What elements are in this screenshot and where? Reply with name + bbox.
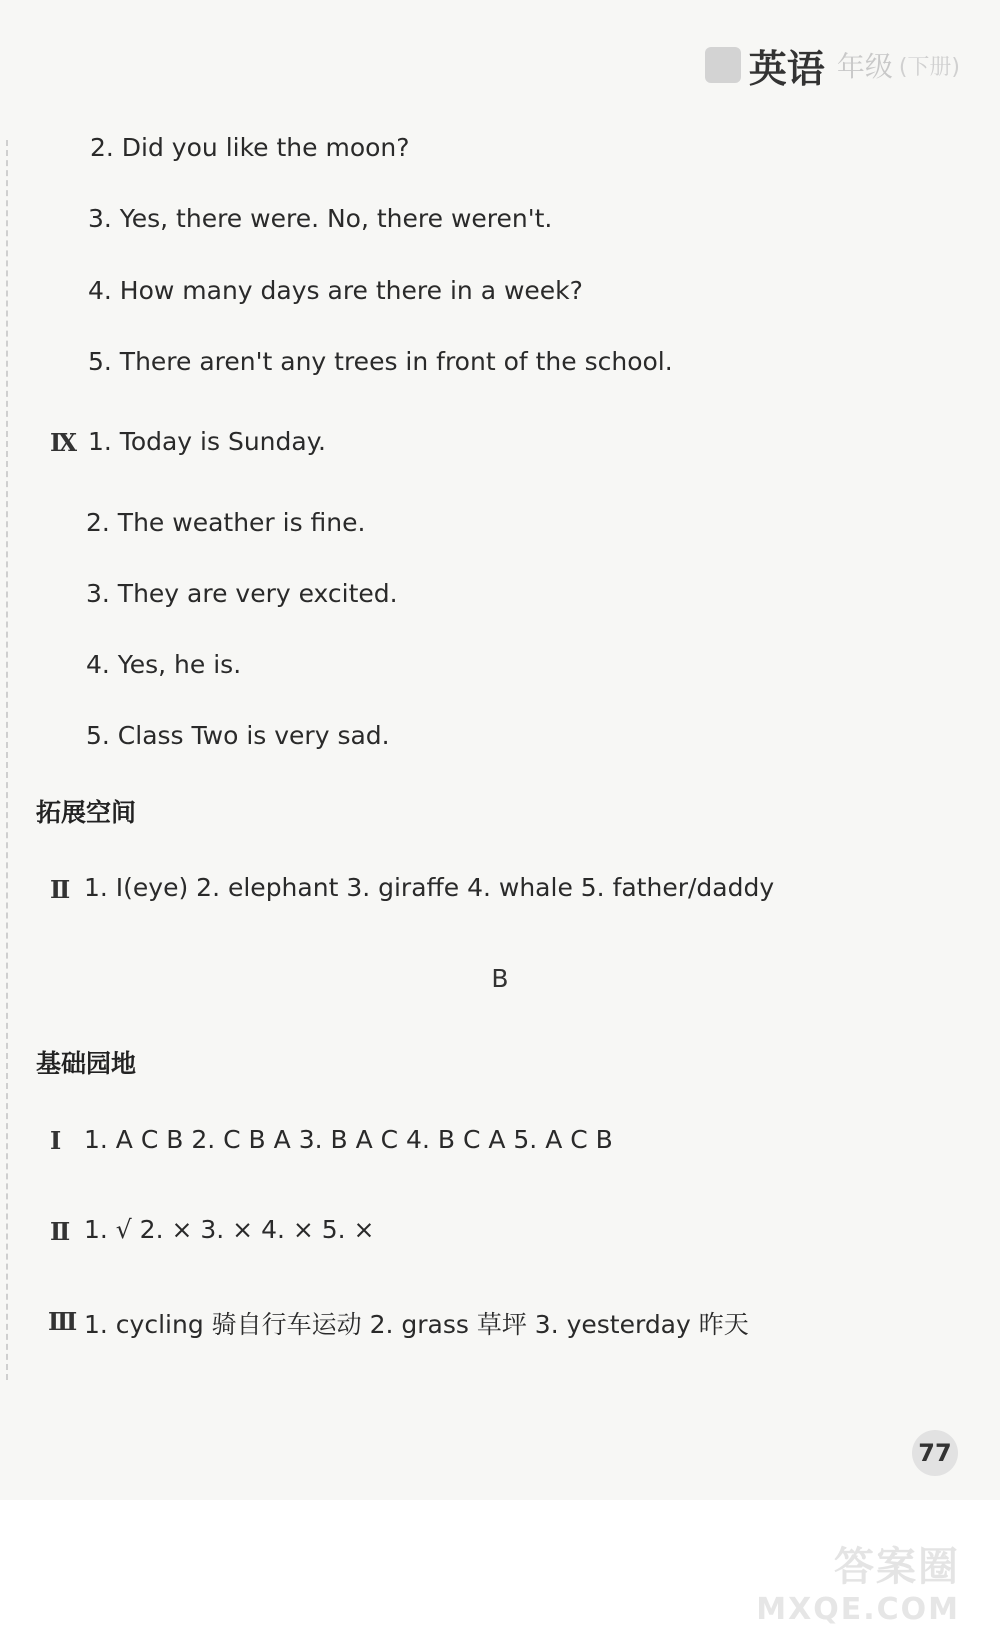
answer-line: 3. They are very excited. (86, 579, 398, 608)
section-numeral: Ⅱ (50, 875, 71, 904)
answer-line: 4. How many days are there in a week? (88, 276, 583, 305)
watermark-logo: 答案圈 (834, 1544, 960, 1590)
answer-line: 3. Yes, there were. No, there weren't. (88, 204, 553, 233)
answer-line: 1. A C B 2. C B A 3. B A C 4. B C A 5. A C B (84, 1125, 613, 1154)
section-numeral: Ⅸ (50, 428, 78, 457)
answer-line: 1. cycling 骑自行车运动 2. grass 草坪 3. yesterday 昨天 (84, 1310, 749, 1339)
answer-line: 5. There aren't any trees in front of the school. (88, 347, 673, 376)
page-number: 77 (912, 1430, 958, 1476)
section-numeral: Ⅱ (50, 1217, 71, 1246)
answer-line: 1. √ 2. × 3. × 4. × 5. × (84, 1215, 375, 1244)
header-volume: (下册) (898, 54, 960, 80)
section-title-basics: 基础园地 (36, 1049, 137, 1078)
section-numeral: Ⅰ (50, 1126, 62, 1155)
answer-line: 5. Class Two is very sad. (86, 721, 390, 750)
answer-line: 1. Today is Sunday. (88, 427, 326, 456)
header-grade: 年级 (836, 50, 893, 83)
answer-line: 2. The weather is fine. (86, 508, 366, 537)
answer-line: 2. Did you like the moon? (90, 133, 410, 162)
section-title-extension: 拓展空间 (36, 798, 137, 827)
page-header (705, 40, 960, 90)
part-b-heading: B (491, 964, 509, 993)
answer-line: 4. Yes, he is. (86, 650, 242, 679)
book-logo-icon (705, 47, 741, 83)
binding-dashed-line (6, 140, 8, 1380)
watermark-url: MXQE.COM (756, 1592, 960, 1627)
section-numeral: Ⅲ (48, 1307, 78, 1336)
header-subject: 英语 (748, 46, 825, 91)
answer-line: 1. I(eye) 2. elephant 3. giraffe 4. whale 5. father/daddy (84, 873, 775, 902)
